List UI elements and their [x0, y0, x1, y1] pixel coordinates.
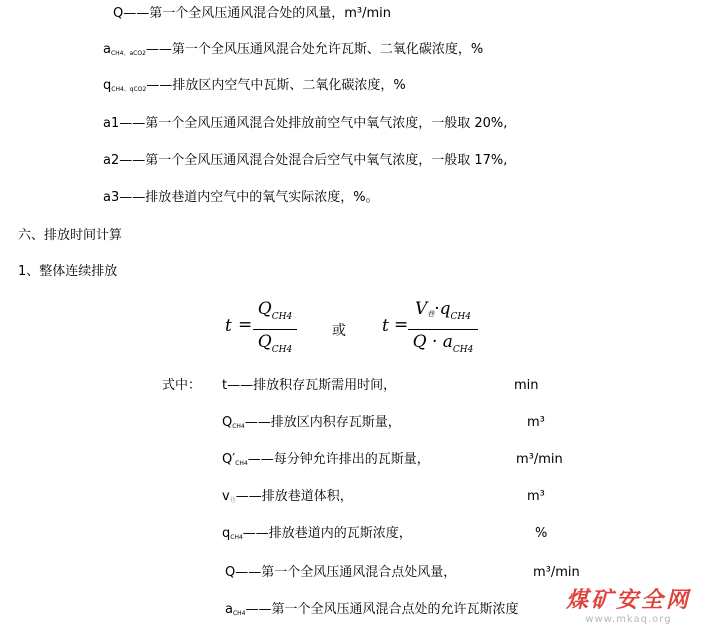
- formula-left-eq: =: [238, 315, 253, 335]
- formula-or-label: 或: [332, 323, 346, 339]
- def-q-conc: $q_{CH4}——$排放巷道内的瓦斯浓度，: [222, 526, 412, 541]
- where-label: 式中：: [162, 378, 202, 393]
- def-q-prime: $Q'_{CH4}——$每分钟允许排出的瓦斯量，: [222, 452, 430, 467]
- def-top-a3: a3——排放巷道内空气中的氧气实际浓度，%。: [103, 190, 379, 205]
- fraction-bar: [253, 329, 297, 330]
- watermark-logo-text: 煤矿安全网: [565, 587, 691, 613]
- def-top-a2: a2——第一个全风压通风混合处混合后空气中氧气浓度，一般取 17%,: [103, 153, 508, 168]
- def-v-unit: m³: [527, 489, 545, 504]
- def-q-air: Q——第一个全风压通风混合点处风量，: [225, 565, 457, 580]
- section-title: 六、排放时间计算: [18, 228, 123, 243]
- fraction-bar: [408, 329, 478, 330]
- def-q-ch4-unit: m³: [527, 415, 545, 430]
- def-top-a-ch4-co2: $a_{CH4、aCO2}——$第一个全风压通风混合处允许瓦斯、二氧化碳浓度，%: [103, 42, 484, 57]
- def-q-ch4: $Q_{CH4}——$排放区内积存瓦斯量，: [222, 415, 401, 430]
- def-q-prime-unit: m³/min: [516, 452, 563, 467]
- formula-left-fraction: [253, 299, 297, 360]
- formula-right-denominator: $Q \cdot a_{CH4}$: [412, 332, 474, 355]
- formula-left-numerator: $Q_{CH4}$: [257, 299, 293, 322]
- def-top-q: Q——第一个全风压通风混合处的风量，m³/min: [113, 6, 392, 21]
- formula-right-eq: =: [394, 315, 409, 335]
- watermark: [566, 583, 691, 625]
- subsection-title: 1、整体连续排放: [18, 264, 118, 279]
- formula-right-numerator: V巷$\cdot q_{CH4}$: [414, 299, 472, 322]
- def-top-q-ch4-co2: $q_{CH4、qCO2}——$排放区内空气中瓦斯、二氧化碳浓度，%: [103, 78, 406, 93]
- def-t: t——排放积存瓦斯需用时间，: [222, 378, 397, 393]
- def-q-conc-unit: %: [535, 526, 548, 541]
- def-a-ch4: $a_{CH4}——$第一个全风压通风混合点处的允许瓦斯浓度: [225, 602, 519, 617]
- watermark-url: www.mkaq.org: [585, 614, 672, 625]
- def-v: $v_巷——$排放巷道体积，: [222, 489, 353, 504]
- def-t-unit: min: [514, 378, 539, 393]
- def-top-a1: a1——第一个全风压通风混合处排放前空气中氧气浓度，一般取 20%,: [103, 116, 508, 131]
- formula-right-fraction: [408, 299, 478, 360]
- formula-right-t: t: [382, 316, 389, 336]
- formula-left-denominator: $Q_{CH4}$: [257, 332, 293, 355]
- def-q-air-unit: m³/min: [533, 565, 580, 580]
- formula-left-t: t: [225, 316, 232, 336]
